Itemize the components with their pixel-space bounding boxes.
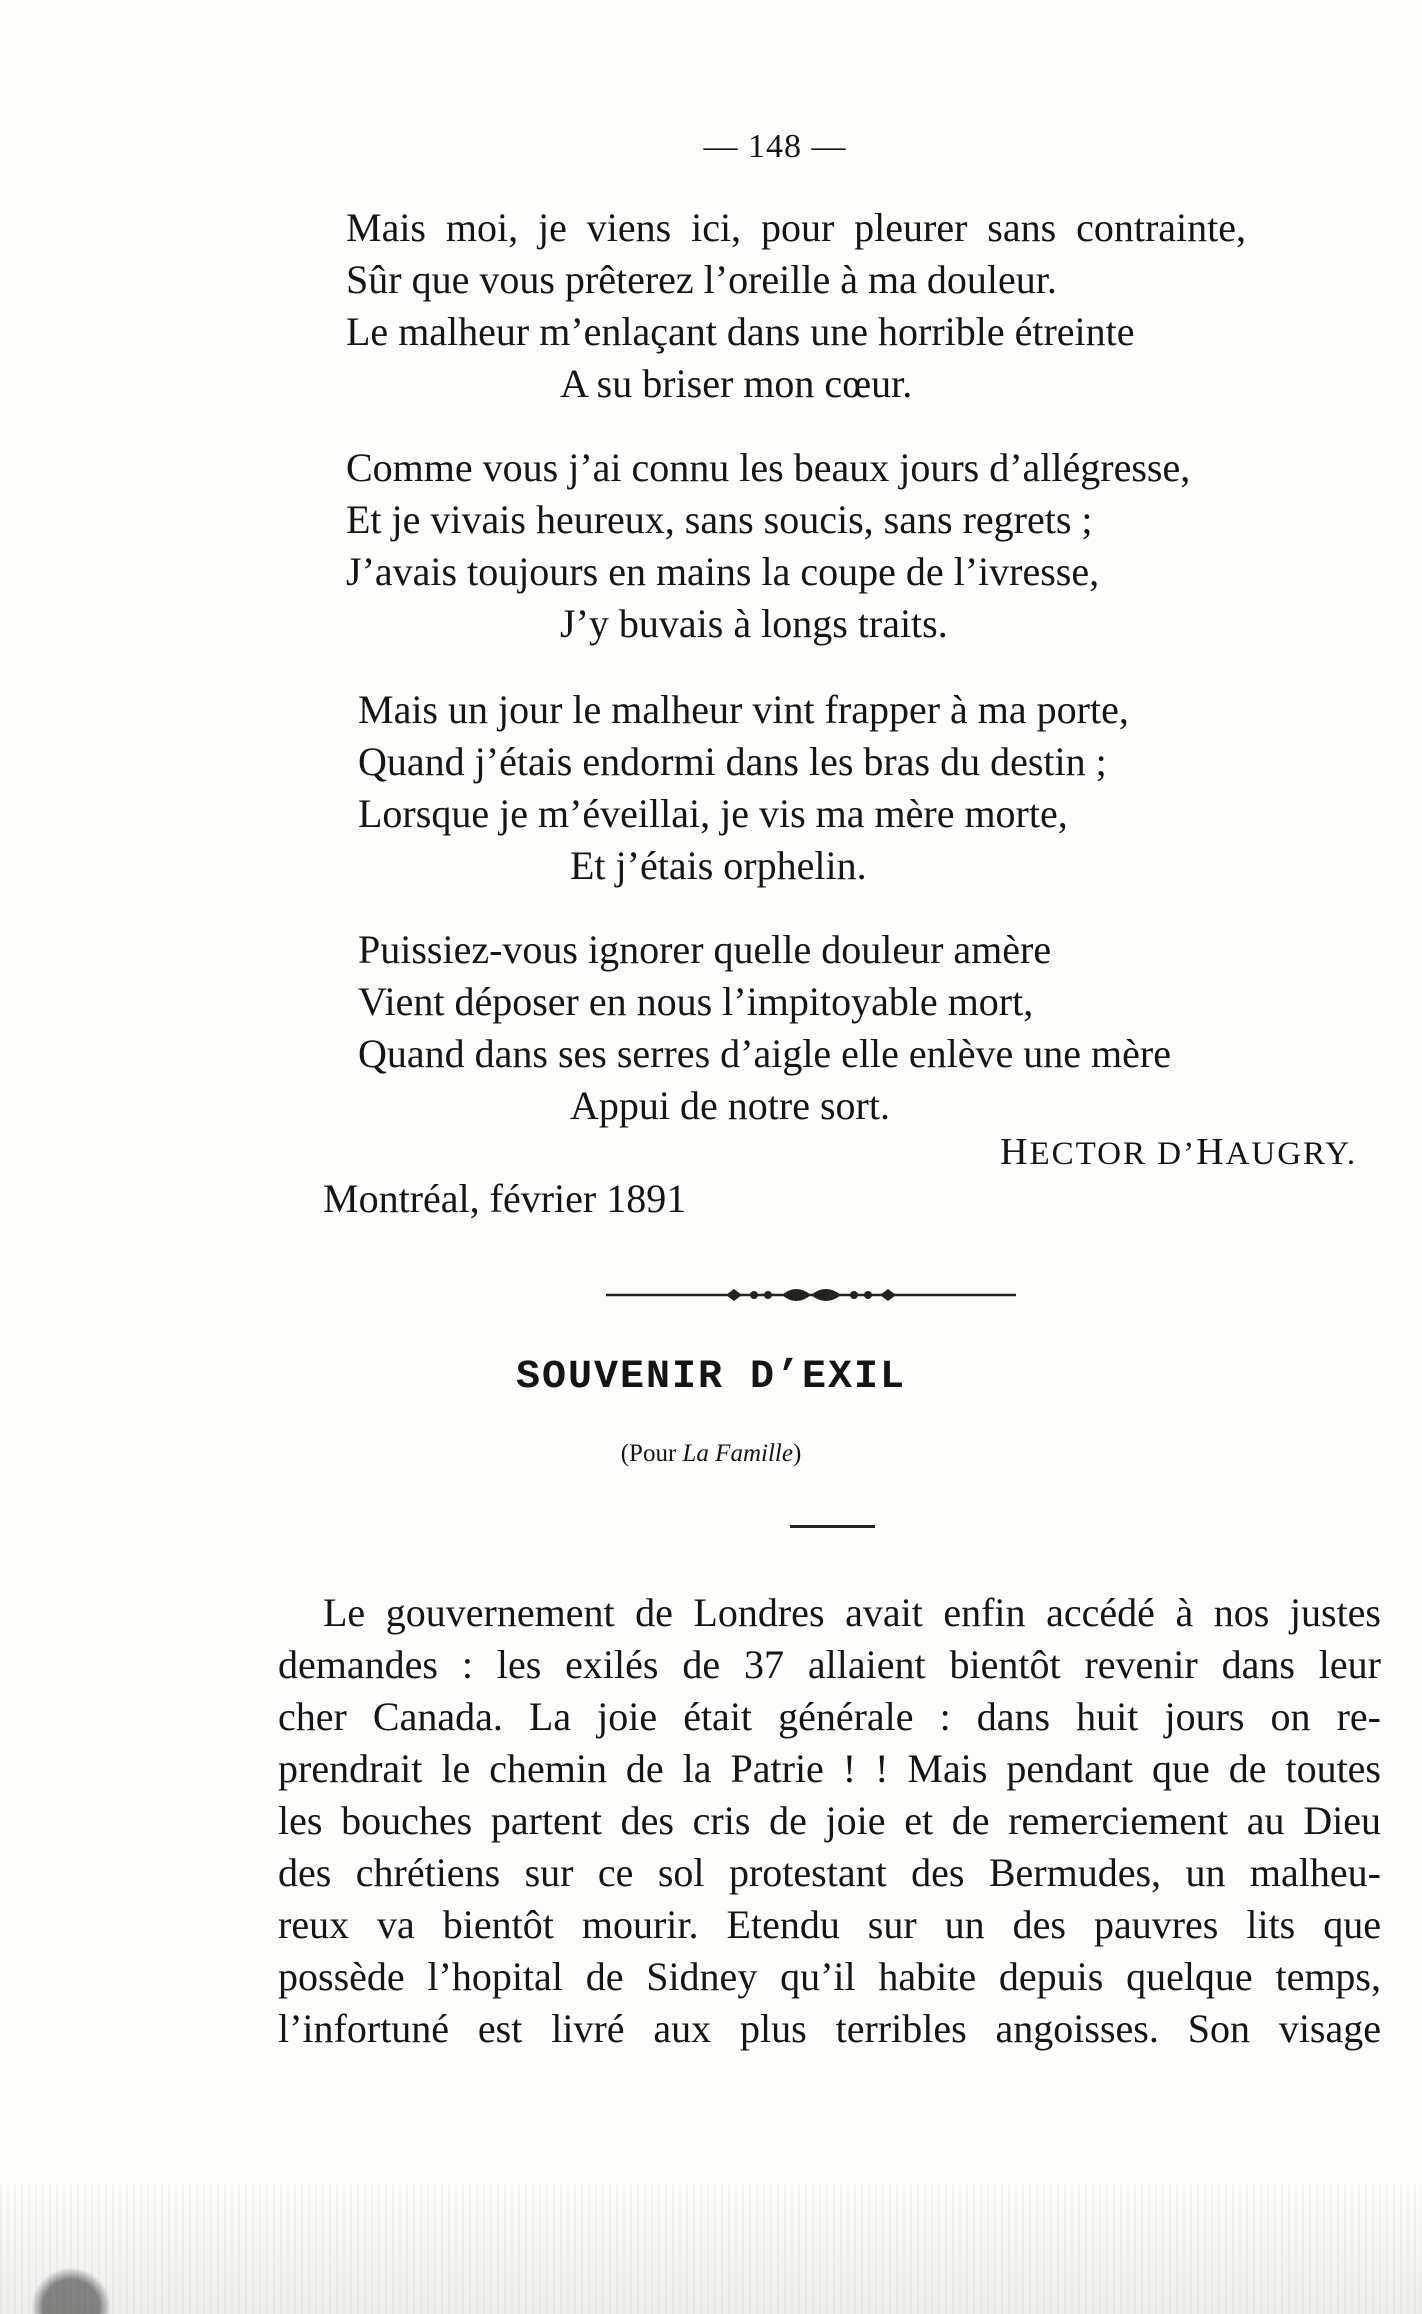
poem-line: Mais un jour le malheur vint frapper à ma porte, [358, 687, 1129, 732]
poem-line: Comme vous j’ai connu les beaux jours d’allégresse, [346, 445, 1191, 490]
ornament-divider [606, 1280, 1016, 1310]
article-line: Le gouvernement de Londres avait enfin accédé à nos justes [323, 1590, 1381, 1635]
place-date: Montréal, février 1891 [323, 1176, 687, 1221]
poem-line: Puissiez-vous ignorer quelle douleur amère [358, 927, 1052, 972]
poem-line: Et je vivais heureux, sans soucis, sans regrets ; [346, 497, 1093, 542]
article-line: l’infortuné est livré aux plus terribles angoisses. Son visage [278, 2006, 1381, 2051]
article-line: les bouches partent des cris de joie et de remerciement au Dieu [278, 1798, 1381, 1843]
poem-line: J’avais toujours en mains la coupe de l’ivresse, [346, 549, 1100, 594]
poem-line: Quand j’étais endormi dans les bras du destin ; [358, 739, 1107, 784]
poem-line: A su briser mon cœur. [560, 361, 913, 406]
poem-line: Appui de notre sort. [570, 1083, 890, 1128]
article-line: possède l’hopital de Sidney qu’il habite depuis quelque temps, [278, 1954, 1381, 1999]
article-line: prendrait le chemin de la Patrie ! ! Mais pendant que de toutes [278, 1746, 1381, 1791]
poem-line: Vient déposer en nous l’impitoyable mort, [358, 979, 1034, 1024]
scan-noise [0, 2184, 1422, 2314]
poem-line: Quand dans ses serres d’aigle elle enlève une mère [358, 1031, 1171, 1076]
article-line: reux va bientôt mourir. Etendu sur un des pauvres lits que [278, 1902, 1381, 1947]
poem-line: Sûr que vous prêterez l’oreille à ma douleur. [346, 257, 1057, 302]
poem-line: Mais moi, je viens ici, pour pleurer sans contrainte, [346, 205, 1246, 250]
poem-signature: HECTOR D’HAUGRY. [1000, 1131, 1358, 1173]
article-title: SOUVENIR D’EXIL [515, 1355, 907, 1400]
poem-line: Le malheur m’enlaçant dans une horrible étreinte [346, 309, 1135, 354]
poem-line: J’y buvais à longs traits. [560, 601, 948, 646]
article-line: cher Canada. La joie était générale : dans huit jours on re- [278, 1694, 1381, 1739]
poem-line: Et j’étais orphelin. [570, 843, 867, 888]
poem-line: Lorsque je m’éveillai, je vis ma mère morte, [358, 791, 1068, 836]
article-subtitle: (Pour La Famille) [620, 1440, 802, 1467]
page-number: — 148 — [703, 128, 847, 165]
article-line: demandes : les exilés de 37 allaient bientôt revenir dans leur [278, 1642, 1381, 1687]
article-line: des chrétiens sur ce sol protestant des Bermudes, un malheu- [278, 1850, 1381, 1895]
section-rule [790, 1525, 875, 1528]
